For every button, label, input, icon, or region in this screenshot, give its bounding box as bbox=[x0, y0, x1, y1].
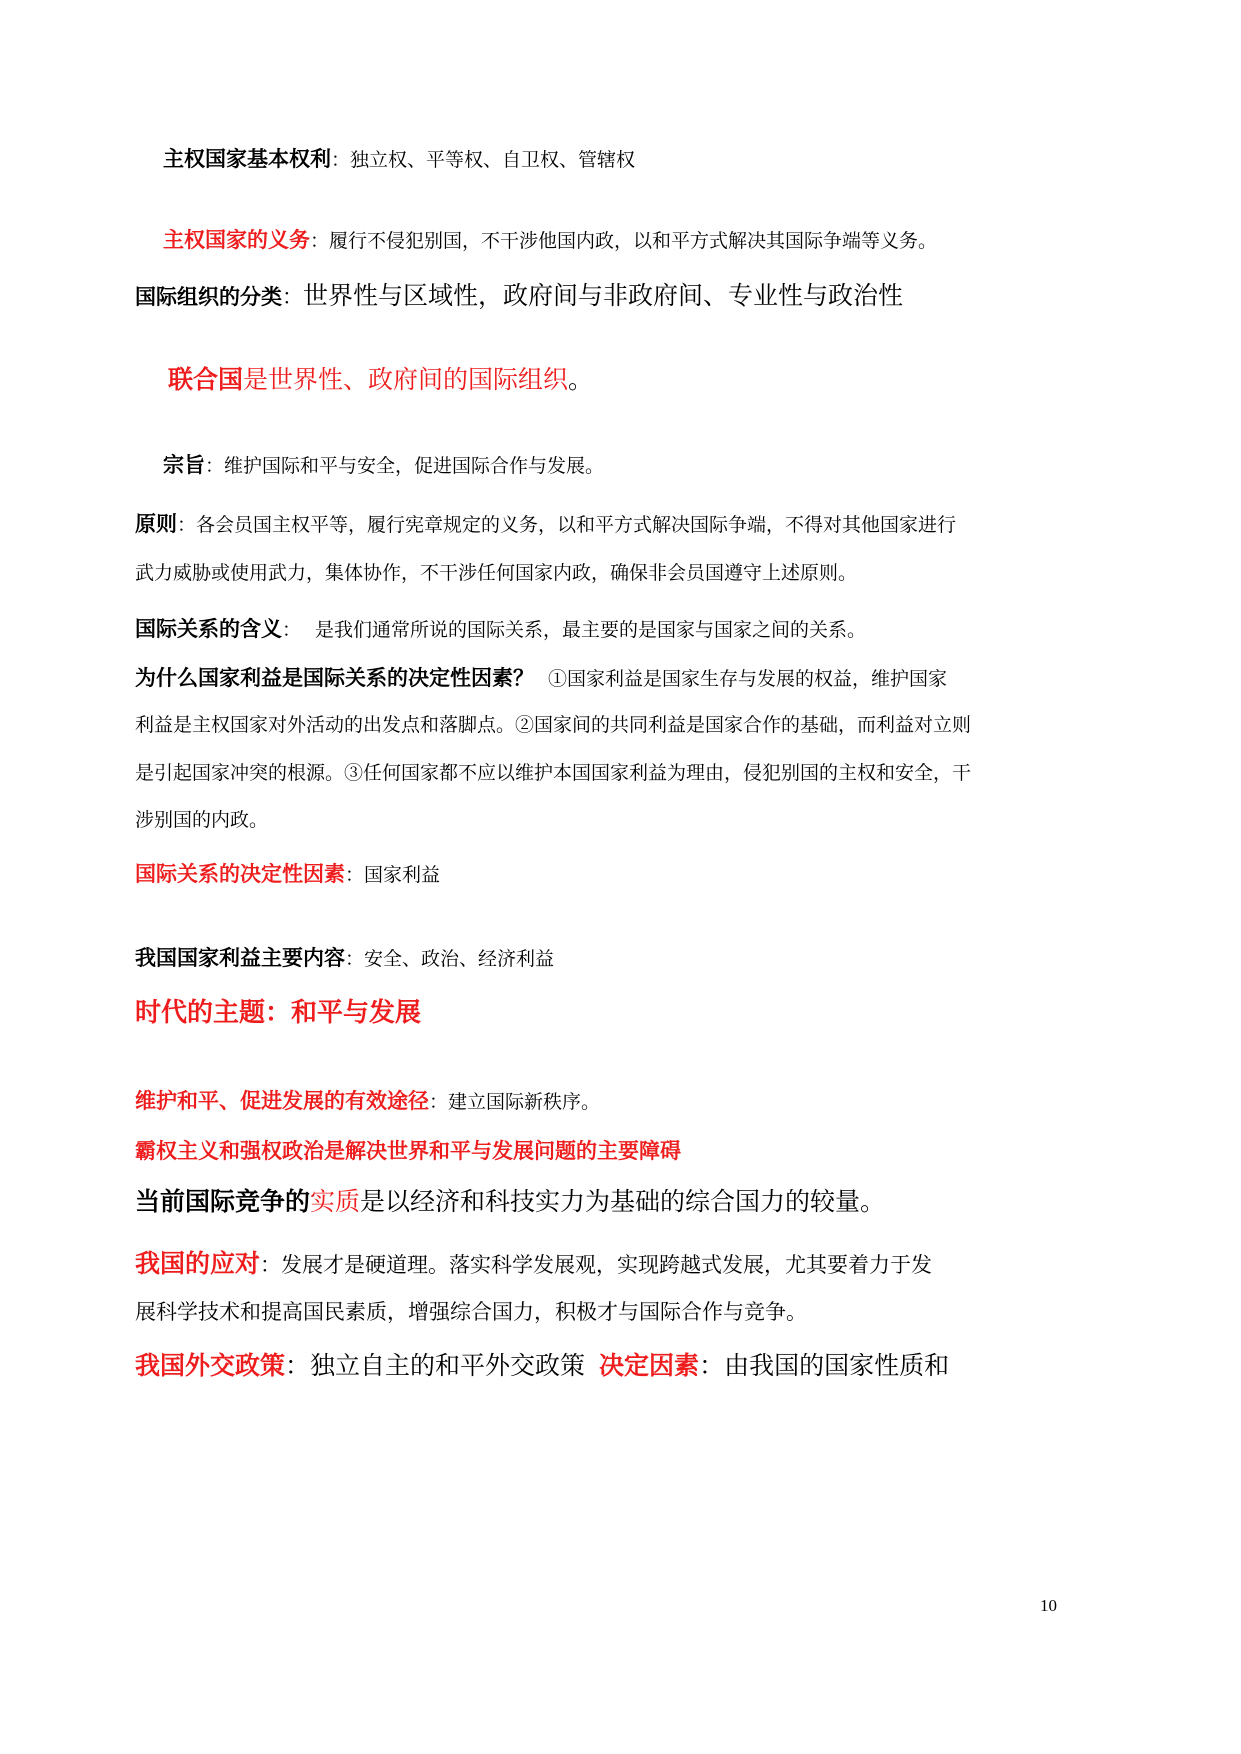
row-purpose bbox=[163, 453, 604, 478]
row-effective-path bbox=[135, 1089, 600, 1114]
label: 主权国家的义务 bbox=[163, 228, 310, 252]
content: 是我们通常所说的国际关系，最主要的是国家与国家之间的关系。 bbox=[315, 619, 867, 641]
label: 我国国家利益主要内容 bbox=[135, 946, 345, 970]
content: 利益是主权国家对外活动的出发点和落脚点。②国家间的共同利益是国家合作的基础，而利益对立则 bbox=[135, 714, 972, 736]
row-why-national-interest-cont-2 bbox=[135, 762, 971, 785]
content: 是引起国家冲突的根源。③任何国家都不应以维护本国国家利益为理由，侵犯别国的主权和安全，干 bbox=[135, 762, 972, 784]
content: 履行不侵犯别国，不干涉他国内政，以和平方式解决其国际争端等义务。 bbox=[329, 230, 938, 252]
row-principles-cont bbox=[135, 562, 857, 585]
row-sovereign-duties bbox=[163, 228, 937, 253]
row-era-theme bbox=[135, 998, 421, 1029]
label: 宗旨 bbox=[163, 453, 205, 477]
separator: ： bbox=[205, 455, 225, 477]
heading: 时代的主题：和平与发展 bbox=[135, 998, 422, 1028]
row-foreign-policy bbox=[135, 1351, 949, 1381]
page-number: 10 bbox=[1040, 1596, 1057, 1615]
label: 原则 bbox=[135, 512, 177, 536]
content: 发展才是硬道理。落实科学发展观，实现跨越式发展，尤其要着力于发 bbox=[281, 1253, 933, 1277]
row-sovereign-rights bbox=[163, 147, 635, 172]
content: 安全、政治、经济利益 bbox=[364, 948, 555, 970]
row-intl-org-types bbox=[135, 281, 903, 311]
content: 独立权、平等权、自卫权、管辖权 bbox=[350, 149, 636, 171]
separator: ： bbox=[282, 285, 303, 309]
label: 国际组织的分类 bbox=[135, 285, 282, 309]
separator: ： bbox=[310, 230, 330, 252]
content: 涉别国的内政。 bbox=[135, 809, 269, 831]
separator-2: ： bbox=[699, 1351, 725, 1380]
separator: ： bbox=[285, 1351, 311, 1380]
label: 我国的应对 bbox=[135, 1249, 261, 1278]
row-principles bbox=[135, 512, 956, 537]
label: 我国外交政策 bbox=[135, 1351, 286, 1380]
label: 国际关系的决定性因素 bbox=[135, 862, 345, 886]
content: 独立自主的和平外交政策 bbox=[310, 1351, 586, 1380]
end-mark: 。 bbox=[568, 365, 594, 394]
label-highlight: 实质 bbox=[310, 1187, 361, 1216]
row-china-response-cont bbox=[135, 1300, 807, 1325]
content: 各会员国主权平等，履行宪章规定的义务，以和平方式解决国际争端，不得对其他国家进行 bbox=[196, 514, 957, 536]
label: 当前国际竞争的 bbox=[135, 1187, 311, 1216]
row-intl-relations-meaning bbox=[135, 617, 866, 642]
content: 武力威胁或使用武力，集体协作，不干涉任何国家内政，确保非会员国遵守上述原则。 bbox=[135, 562, 858, 584]
label-2: 决定因素 bbox=[599, 1351, 700, 1380]
separator: ： bbox=[345, 864, 365, 886]
row-competition-essence bbox=[135, 1187, 885, 1217]
content: 展科学技术和提高国民素质，增强综合国力，积极才与国际合作与竞争。 bbox=[135, 1300, 807, 1324]
heading: 霸权主义和强权政治是解决世界和平与发展问题的主要障碍 bbox=[135, 1139, 681, 1163]
row-hegemony bbox=[135, 1139, 681, 1164]
separator: ： bbox=[260, 1253, 282, 1277]
label: 国际关系的含义 bbox=[135, 617, 282, 641]
separator: ： bbox=[429, 1091, 449, 1113]
separator: ： bbox=[345, 948, 365, 970]
row-why-national-interest bbox=[135, 666, 947, 691]
row-decisive-factor bbox=[135, 862, 440, 887]
separator: ： bbox=[331, 149, 351, 171]
row-un bbox=[168, 365, 593, 395]
content: 国家利益 bbox=[364, 864, 441, 886]
separator: ： bbox=[282, 619, 302, 641]
row-china-interests bbox=[135, 946, 554, 971]
label: 为什么国家利益是国际关系的决定性因素？ bbox=[135, 666, 534, 690]
content: 建立国际新秩序。 bbox=[448, 1091, 601, 1113]
content-2: 由我国的国家性质和 bbox=[724, 1351, 950, 1380]
content: 世界性与区域性，政府间与非政府间、专业性与政治性 bbox=[303, 281, 904, 310]
content: ①国家利益是国家生存与发展的权益，维护国家 bbox=[548, 668, 948, 690]
row-why-national-interest-cont-3 bbox=[135, 809, 268, 832]
row-china-response bbox=[135, 1249, 932, 1279]
label: 联合国 bbox=[168, 365, 244, 394]
row-why-national-interest-cont-1 bbox=[135, 714, 971, 737]
content: 是世界性、政府间的国际组织 bbox=[243, 365, 569, 394]
label: 主权国家基本权利 bbox=[163, 147, 331, 171]
label: 维护和平、促进发展的有效途径 bbox=[135, 1089, 429, 1113]
content: 维护国际和平与安全，促进国际合作与发展。 bbox=[224, 455, 605, 477]
content: 是以经济和科技实力为基础的综合国力的较量。 bbox=[360, 1187, 886, 1216]
separator: ： bbox=[177, 514, 197, 536]
